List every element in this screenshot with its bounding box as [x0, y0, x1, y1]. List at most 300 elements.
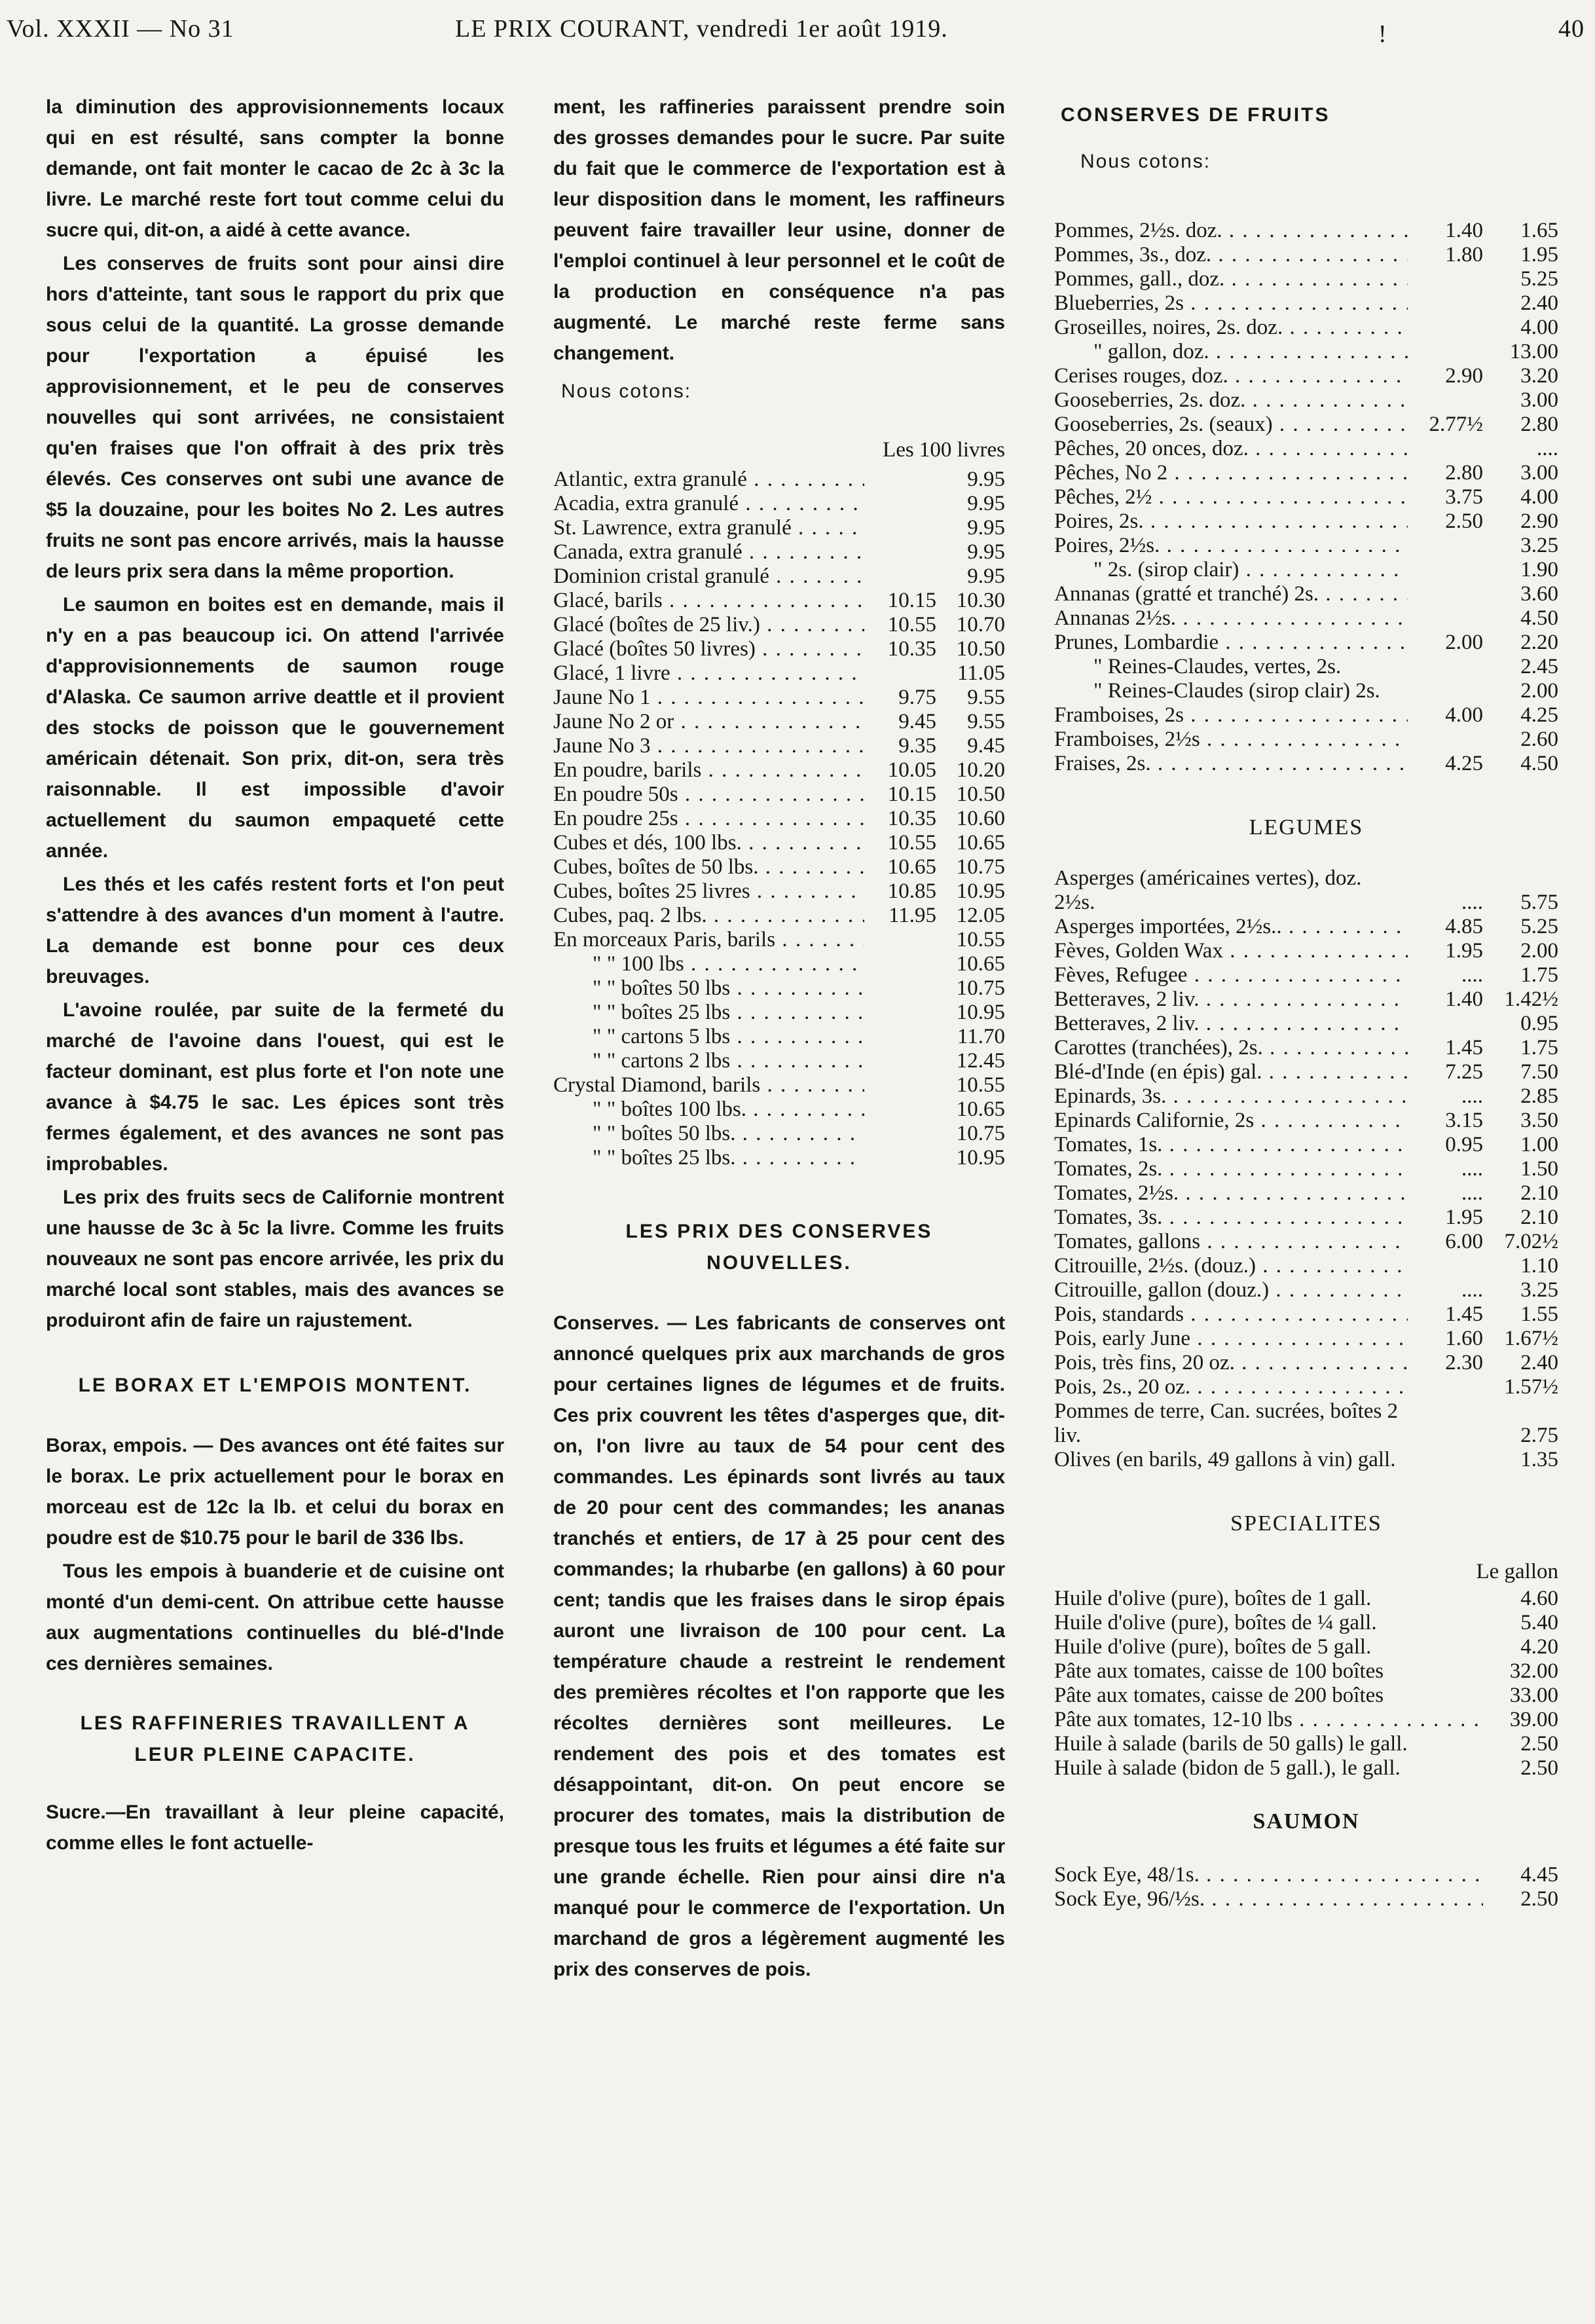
item-label: Pommes de terre, Can. sucrées, boîtes 2 liv.	[1054, 1399, 1399, 1447]
item-label: Pâte aux tomates, caisse de 200 boîtes	[1054, 1684, 1384, 1707]
price-value: 10.35	[887, 637, 936, 661]
price-row	[553, 589, 1005, 613]
item-label: En morceaux Paris, barils . . .	[553, 928, 864, 952]
price-value: 10.75	[956, 1122, 1005, 1145]
item-label: En poudre, barils . . .	[553, 758, 864, 783]
paragraph: Le saumon en boites est en demande, mais il n'y en a pas beaucoup ici. On attend l'arrivée d'approvisionnements de saumon rouge d'Alaska. Ce saumon arrive deattle et il provient des stocks de poisson que le gouvernement américain détenait. Son prix, dit-on, sera très raisonnable. Il est impossible d'avoir actuellement du saumon empaqueté cette année.	[46, 594, 504, 862]
price-row	[1054, 1157, 1558, 1181]
item-label: En poudre 50s . . .	[553, 783, 864, 807]
item-label: Epinards Californie, 2s . . .	[1054, 1109, 1408, 1133]
item-label: Pommes, gall., doz. . . .	[1054, 267, 1408, 291]
price-value: 10.05	[887, 758, 936, 782]
item-label: Dominion cristal granulé . . .	[553, 564, 864, 589]
price-value: 3.25	[1520, 534, 1558, 557]
item-label: " " 100 lbs . . .	[553, 952, 864, 976]
price-row	[553, 1097, 1005, 1122]
price-row	[553, 613, 1005, 637]
price-row	[1054, 485, 1558, 509]
price-value: 11.05	[957, 661, 1005, 685]
salmon-price-table	[1054, 1863, 1558, 1911]
price-row	[1054, 267, 1558, 291]
price-value: 4.85	[1445, 915, 1483, 938]
item-label: Poires, 2½s. . . .	[1054, 534, 1408, 558]
item-label: Jaune No 2 or . . .	[553, 710, 864, 734]
item-label: Acadia, extra granulé . . .	[553, 492, 864, 516]
paragraph: Sucre.—En travaillant à leur pleine capacité, comme elles le font actuelle-	[46, 1801, 504, 1854]
price-value: 12.05	[956, 904, 1005, 927]
price-value: 9.55	[967, 710, 1005, 733]
item-label: Betteraves, 2 liv. . . .	[1054, 1012, 1408, 1036]
price-value: 2.40	[1520, 1351, 1558, 1374]
price-row	[1054, 1230, 1558, 1254]
price-row	[1054, 1084, 1558, 1109]
quote-intro: Nous cotons:	[561, 380, 692, 402]
price-row	[553, 904, 1005, 928]
price-row	[1054, 1302, 1558, 1327]
price-value: 10.95	[956, 879, 1005, 903]
price-row	[553, 1122, 1005, 1146]
price-value: 10.50	[956, 637, 1005, 661]
price-value: 9.95	[967, 564, 1005, 588]
price-value: 10.70	[956, 613, 1005, 636]
paragraph: L'avoine roulée, par suite de la fermeté du marché de l'avoine dans l'ouest, qui est le facteur dominant, est plus forte et l'on note une avance à $4.75 le sac. Les épices sont très fermes également, et des avances ne sont pas improbables.	[46, 999, 504, 1175]
item-label: " " boîtes 25 lbs . . .	[553, 1001, 864, 1025]
item-label: Pois, très fins, 20 oz. . . .	[1054, 1351, 1408, 1375]
price-value: 10.50	[956, 783, 1005, 806]
price-value: 2.10	[1520, 1181, 1558, 1205]
item-label: " Reines-Claudes (sirop clair) 2s.	[1093, 679, 1380, 703]
price-value: 10.30	[956, 589, 1005, 612]
margin-mark: !	[1378, 20, 1387, 48]
price-row	[1054, 939, 1558, 963]
price-value: 3.75	[1445, 485, 1483, 509]
price-row	[1054, 1863, 1558, 1887]
price-row	[1054, 679, 1558, 703]
price-value: 9.75	[898, 686, 936, 709]
price-row	[1054, 534, 1558, 558]
price-value: 11.95	[888, 904, 936, 927]
price-value: 2.50	[1520, 1732, 1558, 1756]
price-row	[553, 1073, 1005, 1097]
item-label: Pommes, 2½s. doz. . . .	[1054, 219, 1408, 243]
price-value: 5.75	[1520, 891, 1558, 914]
newspaper-title-date: LE PRIX COURANT, vendredi 1er août 1919.	[455, 15, 948, 43]
price-row	[1054, 752, 1558, 776]
price-row	[1054, 631, 1558, 655]
item-label: Asperges (américaines vertes), doz. 2½s.	[1054, 866, 1362, 914]
item-label: Groseilles, noires, 2s. doz. . . .	[1054, 316, 1408, 340]
item-label: Cubes, boîtes de 50 lbs. . . .	[553, 855, 864, 879]
price-row	[553, 928, 1005, 952]
price-value: 2.40	[1520, 291, 1558, 315]
item-label: St. Lawrence, extra granulé . . .	[553, 516, 864, 540]
price-value: 10.75	[956, 976, 1005, 1000]
paragraph: Tous les empois à buanderie et de cuisine ont monté d'un demi-cent. On attribue cette hausse aux augmentations continuelles du blé-d'Inde ces dernières semaines.	[46, 1560, 504, 1674]
item-label: Huile d'olive (pure), boîtes de 1 gall.	[1054, 1587, 1372, 1610]
item-label: Canada, extra granulé . . .	[553, 540, 864, 564]
fruit-price-table	[1054, 219, 1558, 776]
price-row	[553, 468, 1005, 492]
page-header	[0, 0, 1595, 72]
price-value: 7.50	[1520, 1060, 1558, 1084]
item-label: Olives (en barils, 49 gallons à vin) gall.	[1054, 1448, 1396, 1471]
item-label: Pêches, 2½ . . .	[1054, 485, 1408, 509]
item-label: Pommes, 3s., doz. . . .	[1054, 243, 1408, 267]
price-row	[1054, 340, 1558, 364]
item-label: Huile à salade (barils de 50 galls) le gall.	[1054, 1732, 1408, 1756]
item-label: Poires, 2s. . . .	[1054, 509, 1408, 534]
price-value: 10.65	[956, 952, 1005, 976]
section-heading-specialites: SPECIALITES	[1230, 1511, 1382, 1536]
item-label: Tomates, 2½s. . . .	[1054, 1181, 1408, 1206]
price-value: 4.50	[1520, 752, 1558, 775]
price-value: 1.57½	[1504, 1375, 1558, 1399]
price-row	[1054, 1708, 1558, 1732]
item-label: " " boîtes 25 lbs. . . .	[553, 1146, 864, 1170]
item-label: Crystal Diamond, barils . . .	[553, 1073, 864, 1097]
price-value: 39.00	[1509, 1708, 1558, 1731]
price-row	[553, 540, 1005, 564]
paragraph: ment, les raffineries paraissent prendre soin des grosses demandes pour le sucre. Par suite du fait que le commerce de l'exportation est à leur disposition dans le moment, les raffineurs peuvent faire travailler leur usine, donner de l'emploi continuel à leur personnel et le coût de la production en conséquence n'a pas augmenté. Le marché reste ferme sans changement.	[553, 96, 1005, 364]
price-row	[1054, 437, 1558, 461]
borax-text	[46, 1430, 504, 1679]
price-row	[1054, 1375, 1558, 1399]
item-label: Pêches, 20 onces, doz. . . .	[1054, 437, 1408, 461]
price-value: 1.45	[1445, 1302, 1483, 1326]
price-value: 3.00	[1520, 388, 1558, 412]
item-label: Gooseberries, 2s. (seaux) . . .	[1054, 413, 1408, 437]
paragraph: Les conserves de fruits sont pour ainsi dire hors d'atteinte, tant sous le rapport du prix que sous celui de la quantité. La grosse demande pour l'exportation a épuisé les approvisionnement, et le peu de conserves nouvelles qui sont arrivées, ne consistaient qu'en fraises que l'on offrait à des prix très élevés. Ces conserves ont subi une avance de $5 la douzaine, pour les boites No 2. Les autres fruits ne sont pas encore arrivés, mais la hausse de leurs prix sera dans la même proportion.	[46, 253, 504, 582]
price-row	[1054, 728, 1558, 752]
price-value: 0.95	[1445, 1133, 1483, 1156]
price-value: 10.65	[956, 1097, 1005, 1121]
price-row	[553, 734, 1005, 758]
section-heading-borax: LE BORAX ET L'EMPOIS MONTENT.	[78, 1374, 472, 1396]
price-value: 4.25	[1445, 752, 1483, 775]
price-row	[1054, 1181, 1558, 1206]
price-value: 9.95	[967, 492, 1005, 515]
price-value: 6.00	[1445, 1230, 1483, 1253]
price-value: 1.00	[1520, 1133, 1558, 1156]
price-value: 2.45	[1520, 655, 1558, 678]
item-label: Pois, 2s., 20 oz. . . .	[1054, 1375, 1408, 1399]
price-row	[1054, 1611, 1558, 1635]
item-label: Pêches, No 2 . . .	[1054, 461, 1408, 485]
item-label: Pâte aux tomates, caisse de 100 boîtes	[1054, 1659, 1384, 1683]
item-label: Huile d'olive (pure), boîtes de ¼ gall.	[1054, 1611, 1377, 1634]
price-row	[1054, 388, 1558, 413]
price-value: 4.00	[1520, 485, 1558, 509]
price-row	[553, 807, 1005, 831]
price-value: 1.67½	[1504, 1327, 1558, 1350]
price-value: 1.55	[1520, 1302, 1558, 1326]
price-value: 2.00	[1520, 939, 1558, 963]
item-label: Atlantic, extra granulé . . .	[553, 468, 864, 492]
price-value: ....	[1461, 1157, 1483, 1181]
quote-intro: Nous cotons:	[1080, 151, 1211, 172]
price-value: 9.55	[967, 686, 1005, 709]
section-heading-legumes: LEGUMES	[1249, 815, 1364, 839]
item-label: Huile à salade (bidon de 5 gall.), le gall.	[1054, 1756, 1401, 1780]
price-value: 3.15	[1445, 1109, 1483, 1132]
item-label: " " boîtes 50 lbs. . . .	[553, 1122, 864, 1146]
price-row	[553, 758, 1005, 783]
price-value: 2.50	[1520, 1887, 1558, 1911]
price-value: 2.00	[1520, 679, 1558, 703]
item-label: Jaune No 3 . . .	[553, 734, 864, 758]
price-row	[1054, 703, 1558, 728]
column-2	[553, 92, 1005, 1987]
price-value: 3.25	[1520, 1278, 1558, 1302]
price-value: 9.45	[967, 734, 1005, 758]
price-value: 10.35	[887, 807, 936, 830]
sugar-price-table	[553, 468, 1005, 1170]
price-value: 4.00	[1520, 316, 1558, 339]
price-value: 11.70	[957, 1025, 1005, 1048]
unit-label: Le gallon	[1476, 1560, 1558, 1583]
item-label: Glacé, 1 livre . . .	[553, 661, 864, 686]
price-row	[1054, 1206, 1558, 1230]
item-label: Fèves, Refugee . . .	[1054, 963, 1408, 987]
price-row	[553, 1049, 1005, 1073]
item-label: Tomates, 2s. . . .	[1054, 1157, 1408, 1181]
item-label: Carottes (tranchées), 2s. . . .	[1054, 1036, 1408, 1060]
price-row	[553, 637, 1005, 661]
price-value: 32.00	[1509, 1659, 1558, 1683]
item-label: " Reines-Claudes, vertes, 2s.	[1093, 655, 1342, 678]
item-label: Prunes, Lombardie . . .	[1054, 631, 1408, 655]
item-label: Fèves, Golden Wax . . .	[1054, 939, 1408, 963]
paragraph: Conserves. — Les fabricants de conserves ont annoncé quelques prix aux marchands de gros pour certaines lignes de légumes et de fruits. Ces prix couvrent les têtes d'asperges que, dit-on, l'on livre au taux de 54 pour cent des commandes. Les épinards sont livrés au taux de 20 pour cent des commandes; les ananas tranchés et entiers, de 17 à 25 pour cent des commandes; la rhubarbe (en gallons) à 60 pour cent; tandis que les fraises dans le sirop épais auront une livraison de 100 pour cent. La température chaude a restreint le rendement des premières récoltes et l'on rapporte que les récoltes dernières sont meilleures. Le rendement des pois et des tomates est désappointant, dit-on. On peut encore se procurer des tomates, mais la distribution de presque tous les fruits et légumes a été faite sur une grande échelle. Rien pour ainsi dire n'a manqué pour le commerce de l'exportation. Un marchand de gros a légèrement augmenté les prix des conserves de pois.	[553, 1312, 1005, 1980]
item-label: " " boîtes 100 lbs. . . .	[553, 1097, 864, 1122]
price-value: 1.42½	[1504, 987, 1558, 1011]
price-value: ....	[1461, 1181, 1483, 1205]
price-value: 9.95	[967, 540, 1005, 564]
section-heading-conserves-fruits: CONSERVES DE FRUITS	[1061, 104, 1330, 126]
price-value: 1.90	[1520, 558, 1558, 581]
item-label: Jaune No 1 . . .	[553, 686, 864, 710]
price-row	[1054, 1732, 1558, 1756]
price-row	[553, 710, 1005, 734]
section-heading-raffineries: LES RAFFINERIES TRAVAILLENT A LEUR PLEINE CAPACITE.	[80, 1712, 470, 1765]
price-value: 4.25	[1520, 703, 1558, 727]
item-label: Sock Eye, 96/½s. . . .	[1054, 1887, 1483, 1911]
price-row	[553, 783, 1005, 807]
specialty-price-table	[1054, 1587, 1558, 1780]
price-value: 10.95	[956, 1001, 1005, 1024]
price-row	[1054, 291, 1558, 316]
price-row	[1054, 316, 1558, 340]
item-label: Citrouille, gallon (douz.) . . .	[1054, 1278, 1408, 1302]
price-row	[1054, 1684, 1558, 1708]
item-label: Annanas (gratté et tranché) 2s. . . .	[1054, 582, 1408, 606]
price-value: 10.15	[887, 589, 936, 612]
item-label: Betteraves, 2 liv. . . .	[1054, 987, 1408, 1012]
item-label: En poudre 25s . . .	[553, 807, 864, 831]
item-label: " 2s. (sirop clair) . . .	[1054, 558, 1408, 582]
price-value: 1.75	[1520, 1036, 1558, 1060]
price-row	[553, 1146, 1005, 1170]
price-value: 10.55	[887, 831, 936, 855]
unit-label: Les 100 livres	[883, 438, 1005, 462]
item-label: Citrouille, 2½s. (douz.) . . .	[1054, 1254, 1408, 1278]
price-value: 10.60	[956, 807, 1005, 830]
price-row	[553, 952, 1005, 976]
item-label: Fraises, 2s. . . .	[1054, 752, 1408, 776]
price-value: 2.85	[1520, 1084, 1558, 1108]
price-value: 9.35	[898, 734, 936, 758]
column-1	[46, 92, 504, 1861]
price-value: ....	[1461, 1278, 1483, 1302]
item-label: Annanas 2½s. . . .	[1054, 606, 1408, 631]
item-label: Glacé, barils . . .	[553, 589, 864, 613]
price-value: 4.20	[1520, 1635, 1558, 1659]
price-value: 10.75	[956, 855, 1005, 879]
price-value: 2.50	[1445, 509, 1483, 533]
conserves-text	[553, 1308, 1005, 1985]
price-row	[1054, 1036, 1558, 1060]
item-label: Blé-d'Inde (en épis) gal. . . .	[1054, 1060, 1408, 1084]
price-row	[1054, 963, 1558, 987]
item-label: Cerises rouges, doz. . . .	[1054, 364, 1408, 388]
price-value: 2.75	[1520, 1424, 1558, 1447]
price-row	[1054, 987, 1558, 1012]
price-row	[1054, 461, 1558, 485]
item-label: Pâte aux tomates, 12-10 lbs . . .	[1054, 1708, 1483, 1732]
price-value: 2.30	[1445, 1351, 1483, 1374]
item-label: Tomates, 3s. . . .	[1054, 1206, 1408, 1230]
item-label: Cubes, boîtes 25 livres . . .	[553, 879, 864, 904]
price-value: 3.50	[1520, 1109, 1558, 1132]
item-label: Epinards, 3s. . . .	[1054, 1084, 1408, 1109]
item-label: Glacé (boîtes 50 livres) . . .	[553, 637, 864, 661]
sugar-report-text	[553, 92, 1005, 369]
item-label: Tomates, 1s. . . .	[1054, 1133, 1408, 1157]
price-value: 3.00	[1520, 461, 1558, 485]
price-value: ....	[1461, 1084, 1483, 1108]
price-value: 4.00	[1445, 703, 1483, 727]
raffineries-text	[46, 1797, 504, 1858]
price-row	[1054, 1351, 1558, 1375]
price-value: 10.15	[887, 783, 936, 806]
price-row	[553, 661, 1005, 686]
page-number: 40	[1558, 15, 1585, 43]
price-row	[1054, 606, 1558, 631]
item-label: Cubes, paq. 2 lbs. . . .	[553, 904, 864, 928]
price-row	[1054, 1587, 1558, 1611]
item-label: " " cartons 2 lbs . . .	[553, 1049, 864, 1073]
price-row	[1054, 558, 1558, 582]
price-value: 7.02½	[1504, 1230, 1558, 1253]
price-row	[553, 492, 1005, 516]
item-label: Blueberries, 2s . . .	[1054, 291, 1408, 316]
price-value: 1.75	[1520, 963, 1558, 987]
price-row	[1054, 866, 1558, 915]
price-row	[553, 564, 1005, 589]
price-row	[553, 686, 1005, 710]
price-value: 2.80	[1445, 461, 1483, 485]
price-value: 2.50	[1520, 1756, 1558, 1780]
price-row	[553, 855, 1005, 879]
price-row	[1054, 1399, 1558, 1448]
price-row	[553, 516, 1005, 540]
price-value: 1.80	[1445, 243, 1483, 267]
price-value: 1.60	[1445, 1327, 1483, 1350]
price-value: 2.10	[1520, 1206, 1558, 1229]
price-row	[1054, 1327, 1558, 1351]
price-value: 10.85	[887, 879, 936, 903]
price-value: 2.20	[1520, 631, 1558, 654]
price-value: 33.00	[1509, 1684, 1558, 1707]
price-value: 10.65	[887, 855, 936, 879]
price-value: ....	[1461, 891, 1483, 914]
section-heading-conserves: LES PRIX DES CONSERVES NOUVELLES.	[625, 1221, 933, 1274]
price-row	[1054, 655, 1558, 679]
price-value: 2.90	[1520, 509, 1558, 533]
price-row	[553, 1001, 1005, 1025]
price-value: ....	[1461, 963, 1483, 987]
price-row	[1054, 1278, 1558, 1302]
item-label: Pois, standards . . .	[1054, 1302, 1408, 1327]
price-value: 9.95	[967, 516, 1005, 540]
price-value: 5.25	[1520, 915, 1558, 938]
price-value: 1.40	[1445, 219, 1483, 242]
item-label: Tomates, gallons . . .	[1054, 1230, 1408, 1254]
item-label: Huile d'olive (pure), boîtes de 5 gall.	[1054, 1635, 1372, 1659]
item-label: Framboises, 2s . . .	[1054, 703, 1408, 728]
price-value: 12.45	[956, 1049, 1005, 1073]
price-row	[1054, 1659, 1558, 1684]
item-label: " " boîtes 50 lbs . . .	[553, 976, 864, 1001]
price-row	[1054, 364, 1558, 388]
price-row	[1054, 243, 1558, 267]
item-label: Glacé (boîtes de 25 liv.) . . .	[553, 613, 864, 637]
price-row	[553, 831, 1005, 855]
price-row	[1054, 1133, 1558, 1157]
price-row	[1054, 1109, 1558, 1133]
price-value: 10.55	[887, 613, 936, 636]
paragraph: Les prix des fruits secs de Californie montrent une hausse de 3c à 5c la livre. Comme les fruits nouveaux ne sont pas encore arrivée, les prix du marché local sont stables, mais des avances se produiront afin de faire un rajustement.	[46, 1187, 504, 1331]
price-row	[1054, 1756, 1558, 1780]
price-value: 10.55	[956, 1073, 1005, 1097]
price-row	[1054, 915, 1558, 939]
price-value: 3.60	[1520, 582, 1558, 606]
price-row	[1054, 219, 1558, 243]
price-row	[553, 1025, 1005, 1049]
item-label: Framboises, 2½s . . .	[1054, 728, 1408, 752]
price-row	[1054, 509, 1558, 534]
paragraph: la diminution des approvisionnements locaux qui en est résulté, sans compter la bonne demande, ont fait monter le cacao de 2c à 3c la livre. Le marché reste fort tout comme celui du sucre qui, dit-on, a aidé à cette avance.	[46, 96, 504, 241]
price-value: 1.65	[1520, 219, 1558, 242]
price-row	[553, 976, 1005, 1001]
price-value: 2.80	[1520, 413, 1558, 436]
price-value: 5.40	[1520, 1611, 1558, 1634]
price-value: 7.25	[1445, 1060, 1483, 1084]
price-row	[1054, 1060, 1558, 1084]
price-row	[553, 879, 1005, 904]
price-row	[1054, 1254, 1558, 1278]
price-value: 10.55	[956, 928, 1005, 951]
price-value: 2.60	[1520, 728, 1558, 751]
price-value: 1.95	[1520, 243, 1558, 267]
column-3	[1054, 100, 1558, 1911]
item-label: Asperges importées, 2½s.. . . .	[1054, 915, 1408, 939]
price-value: 1.10	[1520, 1254, 1558, 1278]
price-value: 10.95	[956, 1146, 1005, 1170]
price-value: 9.95	[967, 468, 1005, 491]
price-value: 0.95	[1520, 1012, 1558, 1035]
price-row	[1054, 413, 1558, 437]
